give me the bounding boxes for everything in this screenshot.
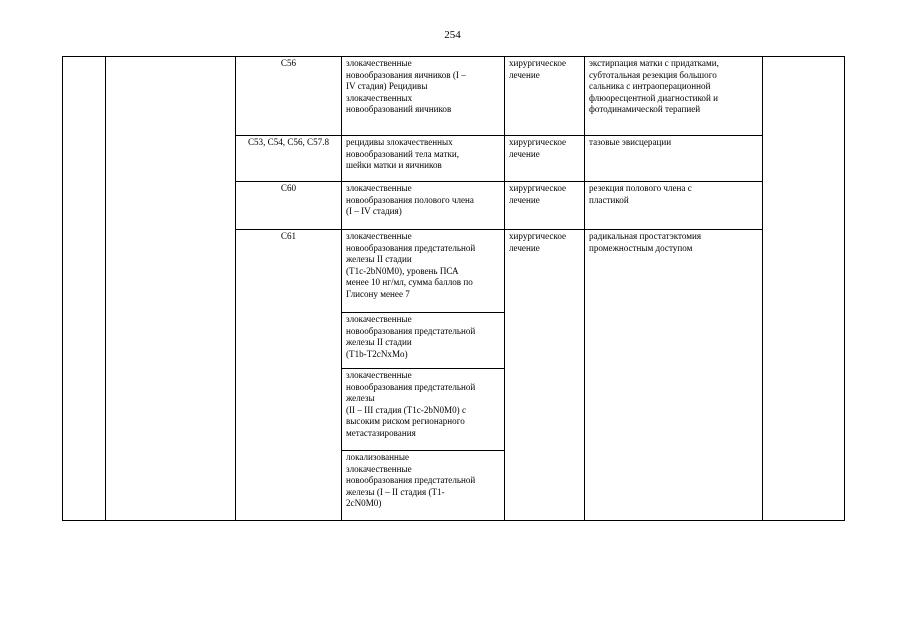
diagnosis-line: железы II стадии [346, 337, 412, 348]
diagnosis-line: железы [346, 393, 375, 404]
icd-code-cell [236, 182, 342, 230]
procedure-line: фотодинамической терапией [589, 104, 701, 115]
diagnosis-cell [342, 136, 505, 182]
procedure-cell [585, 182, 763, 230]
diagnosis-line: железы II стадии [346, 254, 412, 265]
diagnosis-line: IV стадия) Рецидивы [346, 81, 428, 92]
procedure-line: промежностным доступом [589, 242, 693, 253]
medical-care-table [62, 56, 845, 521]
treatment-type-cell [505, 230, 585, 521]
diagnosis-line: злокачественные [346, 183, 412, 193]
procedure-line: резекция полового члена с [589, 183, 692, 193]
diagnosis-line: злокачественных [346, 92, 413, 103]
diagnosis-line: злокачественные [346, 463, 412, 474]
diagnosis-line: злокачественные [346, 370, 412, 380]
diagnosis-cell [342, 369, 505, 451]
diagnosis-line: (T1c-2bN0M0), уровень ПСА [346, 265, 459, 276]
icd-code: C53, C54, C56, C57.8 [247, 137, 330, 147]
procedure-line: сальника с интраоперационной [589, 81, 711, 92]
treatment-type-cell [505, 57, 585, 136]
procedure-cell [585, 136, 763, 182]
treatment-line: лечение [509, 194, 540, 205]
treatment-line: хирургическое [509, 137, 567, 147]
diagnosis-line: (T1b-T2cNxMo) [346, 348, 408, 359]
diagnosis-line: новообразований яичников [346, 104, 452, 115]
icd-code: C60 [280, 183, 297, 193]
diagnosis-line: злокачественные [346, 231, 412, 241]
icd-code: C61 [280, 231, 297, 241]
diagnosis-line: новообразования яичников (I – [346, 69, 466, 80]
icd-code-cell [236, 136, 342, 182]
diagnosis-cell [342, 57, 505, 136]
treatment-line: лечение [509, 69, 540, 80]
treatment-line: хирургическое [509, 58, 567, 68]
diagnosis-line: шейки матки и яичников [346, 160, 442, 171]
icd-code-cell [236, 230, 342, 521]
diagnosis-line: злокачественные [346, 314, 412, 324]
diagnosis-line: менее 10 нг/мл, сумма баллов по [346, 277, 473, 288]
diagnosis-cell [342, 182, 505, 230]
procedure-line: экстирпация матки с придатками, [589, 58, 719, 68]
procedure-line: флюоресцентной диагностикой и [589, 92, 718, 103]
diagnosis-line: (I – IV стадия) [346, 206, 402, 217]
procedure-line: радикальная простатэктомия [589, 231, 702, 241]
procedure-cell [585, 57, 763, 136]
diagnosis-line: рецидивы злокачественных [346, 137, 453, 147]
procedure-line: тазовые эвисцерации [589, 137, 672, 147]
diagnosis-line: новообразования предстательной [346, 381, 476, 392]
icd-code: C56 [280, 58, 297, 68]
diagnosis-line: локализованные [346, 452, 410, 462]
treatment-type-cell [505, 136, 585, 182]
diagnosis-line: новообразований тела матки, [346, 148, 460, 159]
diagnosis-cell [342, 451, 505, 521]
icd-code-cell [236, 57, 342, 136]
diagnosis-line: новообразования предстательной [346, 242, 476, 253]
treatment-line: лечение [509, 242, 540, 253]
procedure-cell [585, 230, 763, 521]
empty-cell-col1 [63, 57, 106, 521]
diagnosis-line: метастазирования [346, 427, 416, 438]
empty-cell-col7 [763, 57, 845, 521]
diagnosis-cell [342, 230, 505, 313]
diagnosis-line: железы (I – II стадия (T1- [346, 486, 445, 497]
table-row-c56 [63, 57, 845, 136]
diagnosis-line: новообразования полового члена [346, 194, 474, 205]
diagnosis-line: новообразования предстательной [346, 325, 476, 336]
procedure-line: субтотальная резекция большого [589, 69, 717, 80]
procedure-line: пластикой [589, 194, 629, 205]
treatment-line: лечение [509, 148, 540, 159]
diagnosis-line: новообразования предстательной [346, 475, 476, 486]
treatment-line: хирургическое [509, 183, 567, 193]
diagnosis-line: (II – III стадия (T1c-2bN0M0) с [346, 404, 467, 415]
treatment-type-cell [505, 182, 585, 230]
diagnosis-line: 2cN0M0) [346, 498, 382, 509]
page-number: 254 [444, 29, 461, 41]
diagnosis-line: злокачественные [346, 58, 412, 68]
diagnosis-line: высоким риском регионарного [346, 416, 465, 427]
treatment-line: хирургическое [509, 231, 567, 241]
diagnosis-cell [342, 313, 505, 369]
empty-cell-col2 [106, 57, 236, 521]
diagnosis-line: Глисону менее 7 [346, 288, 410, 299]
